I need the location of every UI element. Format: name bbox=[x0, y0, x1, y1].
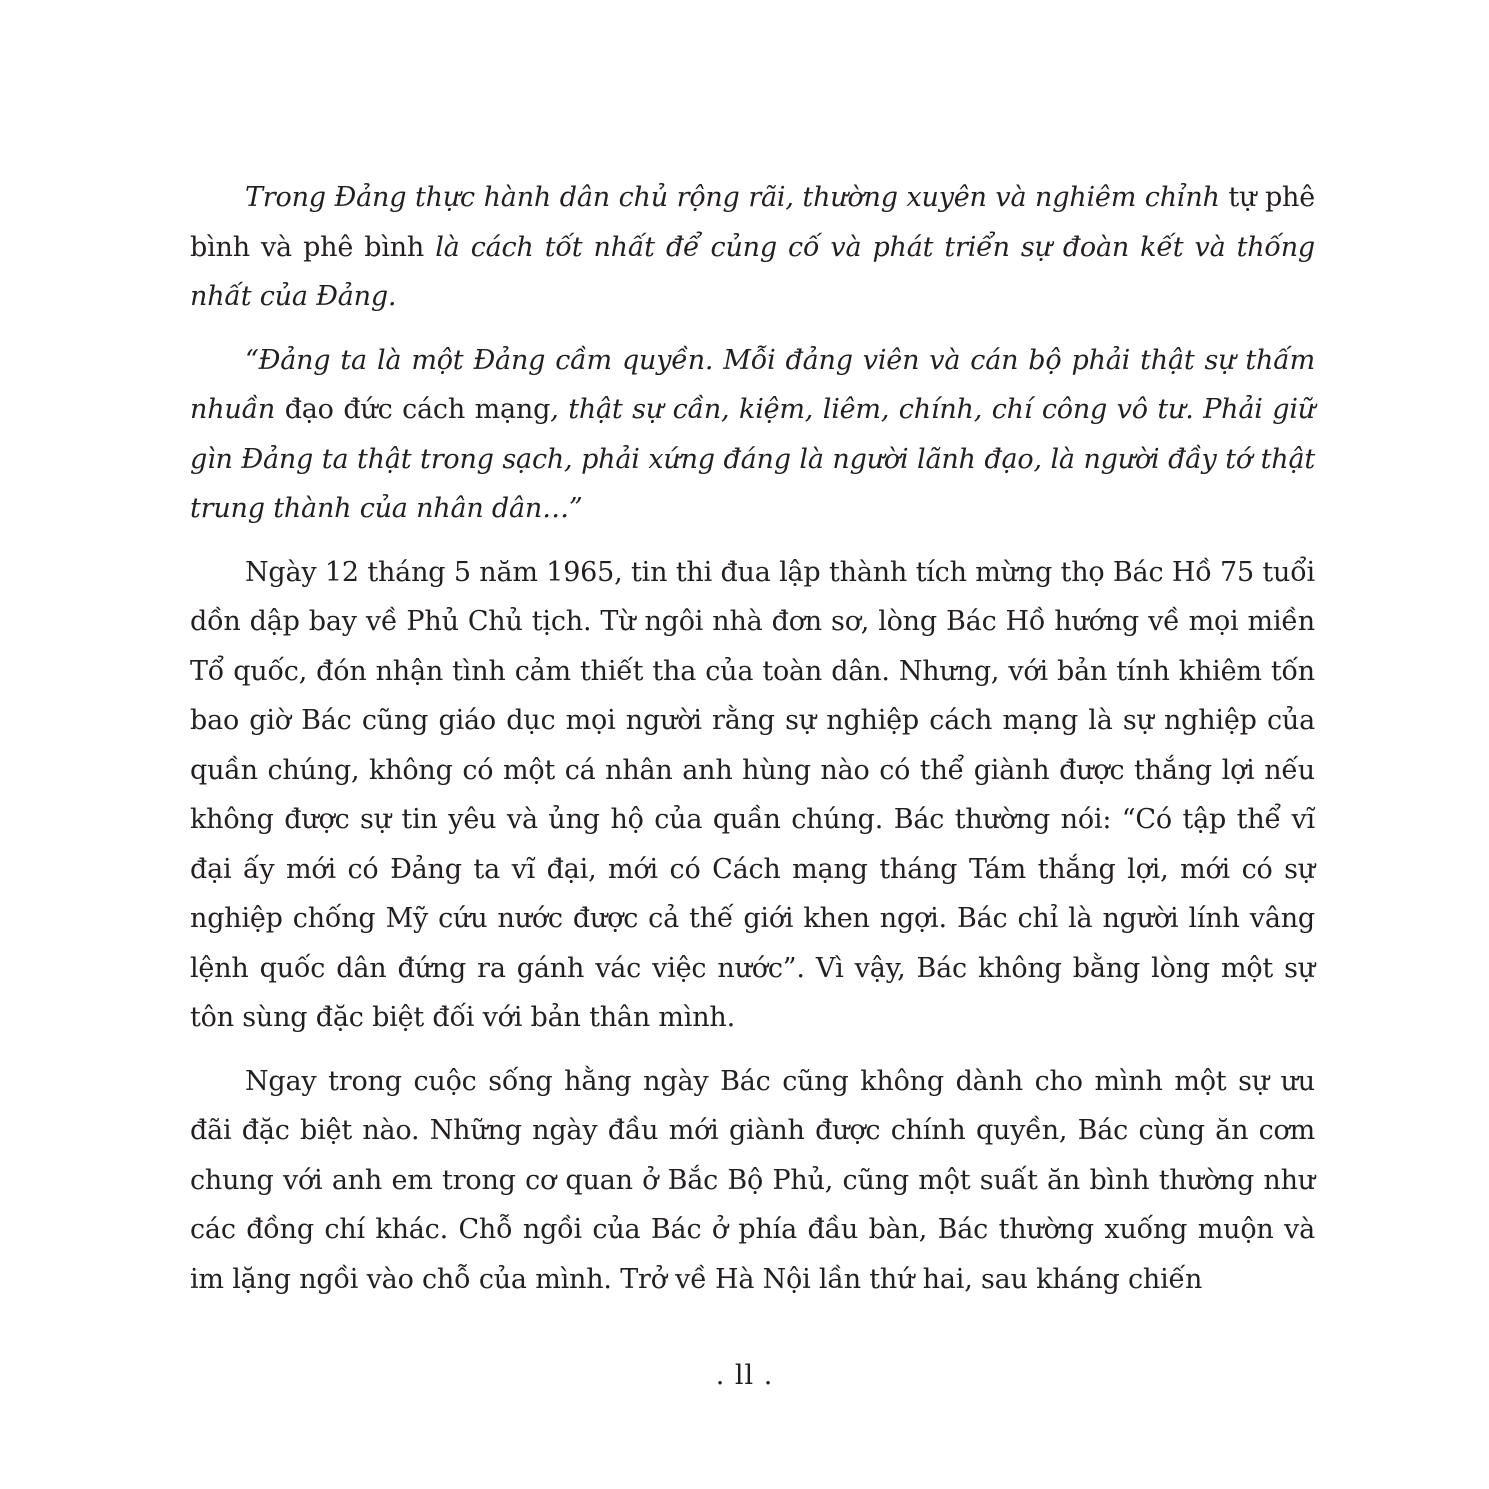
paragraph-birthday-1965 bbox=[190, 548, 1315, 1043]
paragraph-text-segment: đạo đức cách mạng bbox=[284, 394, 551, 425]
paragraph-party-democracy bbox=[190, 173, 1315, 322]
paragraph-quote-ruling-party bbox=[190, 336, 1315, 534]
page-body bbox=[190, 173, 1315, 1318]
paragraph-text-segment: tự phê bình và phê bình bbox=[190, 182, 1315, 263]
paragraph-text-segment: , thật sự cần, kiệm, liêm, chính, chí công vô tư. Phải giữ gìn Đảng ta thật trong sạch, phải xứng đáng là người lãnh đạo, là người đầy tớ thật trung thành của nhân dân…” bbox=[190, 394, 1315, 524]
paragraph-daily-life bbox=[190, 1057, 1315, 1305]
paragraph-text-segment: Ngày 12 tháng 5 năm 1965, tin thi đua lập thành tích mừng thọ Bác Hồ 75 tuổi dồn dập bay về Phủ Chủ tịch. Từ ngôi nhà đơn sơ, lòng Bác Hồ hướng về mọi miền Tổ quốc, đón nhận tình cảm thiết tha của toàn dân. Nhưng, với bản tính khiêm tốn bao giờ Bác cũng giáo dục mọi người rằng sự nghiệp cách mạng là sự nghiệp của quần chúng, không có một cá nhân anh hùng nào có thể giành được thắng lợi nếu không được sự tin yêu và ủng hộ của quần chúng. Bác thường nói: “Có tập thể vĩ đại ấy mới có Đảng ta vĩ đại, mới có Cách mạng tháng Tám thắng lợi, mới có sự nghiệp chống Mỹ cứu nước được cả thế giới khen ngợi. Bác chỉ là người lính vâng lệnh quốc dân đứng ra gánh vác việc nước”. Vì vậy, Bác không bằng lòng một sự tôn sùng đặc biệt đối với bản thân mình. bbox=[190, 556, 1315, 1033]
paragraph-text-segment: là cách tốt nhất để củng cố và phát triển sự đoàn kết và thống nhất của Đảng. bbox=[190, 231, 1316, 312]
paragraph-text-segment: Ngay trong cuộc sống hằng ngày Bác cũng không dành cho mình một sự ưu đãi đặc biệt nào. Những ngày đầu mới giành được chính quyền, Bác cùng ăn cơm chung với anh em trong cơ quan ở Bắc Bộ Phủ, cũng một suất ăn bình thường như các đồng chí khác. Chỗ ngồi của Bác ở phía đầu bàn, Bác thường xuống muộn và im lặng ngồi vào chỗ của mình. Trở về Hà Nội lần thứ hai, sau kháng chiến bbox=[190, 1065, 1315, 1295]
paragraph-text-segment: Trong Đảng thực hành dân chủ rộng rãi, thường xuyên và nghiêm chỉnh bbox=[245, 182, 1229, 213]
paragraph-text-segment: “Đảng ta là một Đảng cầm quyền. Mỗi đảng viên và cán bộ phải thật sự thấm nhuần bbox=[190, 344, 1315, 425]
page-number: . ll . bbox=[715, 1360, 774, 1391]
